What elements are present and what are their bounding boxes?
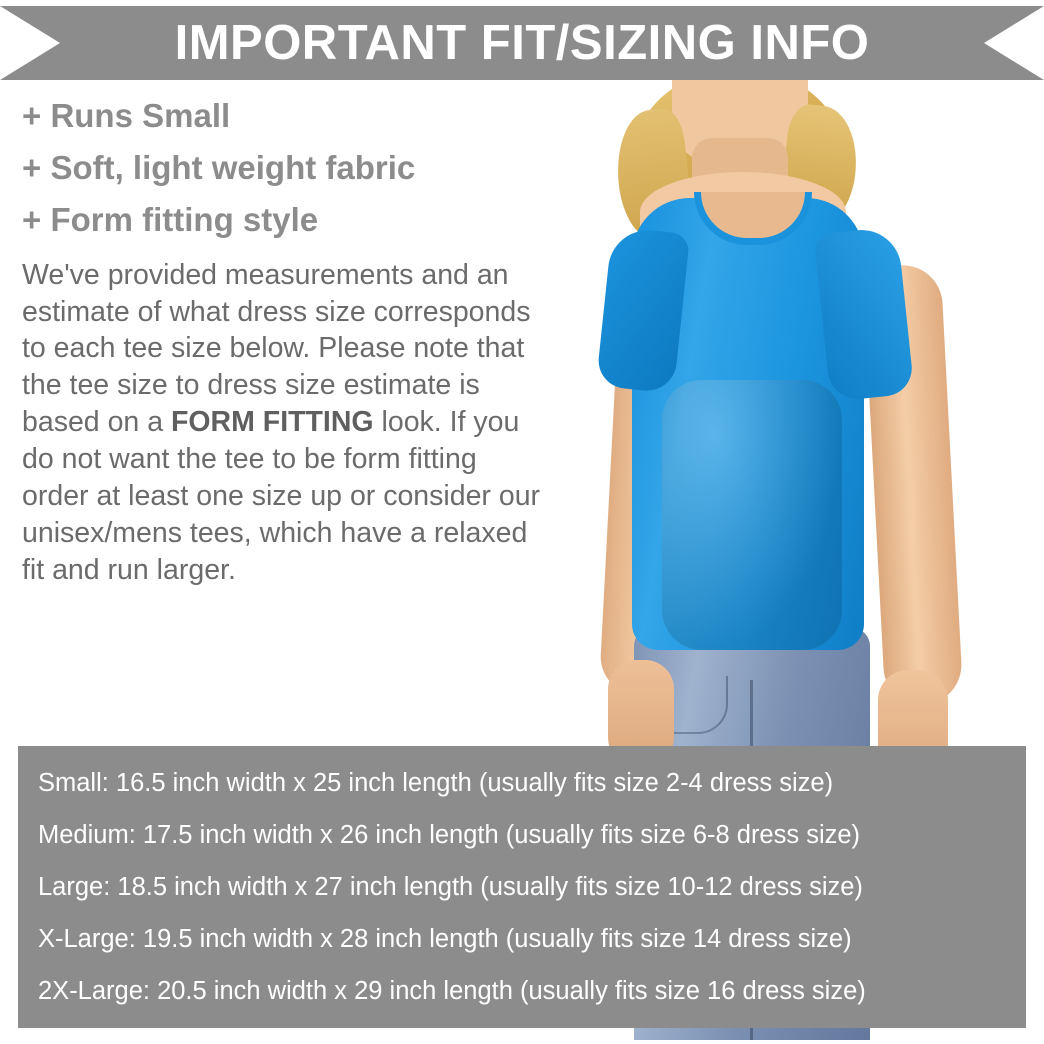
size-row-large: Large: 18.5 inch width x 27 inch length (usually fits size 10-12 dress size): [38, 873, 863, 902]
size-row-2xlarge: 2X-Large: 20.5 inch width x 29 inch length (usually fits size 16 dress size): [38, 977, 866, 1006]
description-emphasis: FORM FITTING: [170, 406, 374, 439]
page-title: IMPORTANT FIT/SIZING INFO: [174, 16, 870, 70]
bullet-soft-fabric: + Soft, light weight fabric: [22, 149, 416, 187]
description-part-one: We've provided measurements and an estimate of what dress size corresponds to each tee size below. Please note that the tee size to dress size estimate is based on a: [22, 258, 531, 439]
description-paragraph: [22, 257, 542, 589]
banner: [0, 6, 1044, 80]
tshirt-shading: [662, 380, 842, 650]
size-row-medium: Medium: 17.5 inch width x 26 inch length (usually fits size 6-8 dress size): [38, 821, 861, 850]
size-chart: [18, 746, 1026, 1028]
bullet-form-fitting: + Form fitting style: [22, 201, 319, 239]
size-row-xlarge: X-Large: 19.5 inch width x 28 inch length (usually fits size 14 dress size): [38, 925, 852, 954]
bullet-runs-small: + Runs Small: [22, 97, 231, 134]
size-row-small: Small: 16.5 inch width x 25 inch length (usually fits size 2-4 dress size): [38, 769, 834, 798]
info-column: [14, 92, 541, 589]
description-part-two: look. If you do not want the tee to be form fitting order at least one size up or consider our unisex/mens tees, which have a relaxed fit and run larger.: [22, 406, 541, 586]
